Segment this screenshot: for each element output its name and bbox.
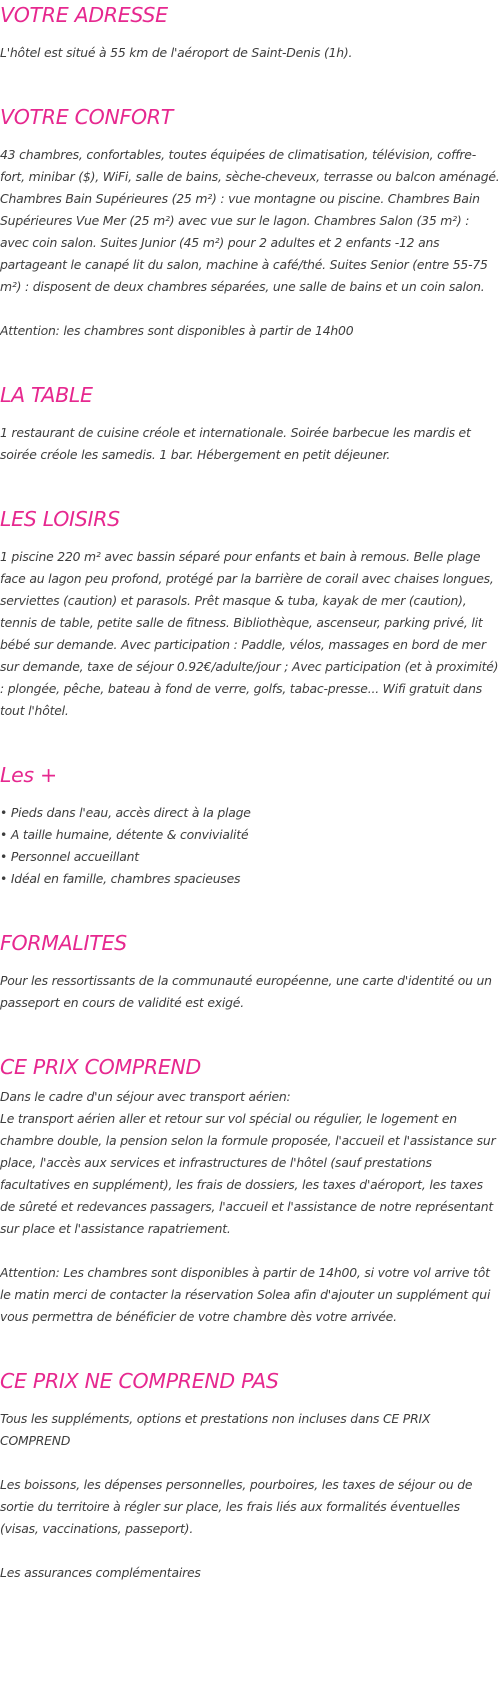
list-item: • Pieds dans l'eau, accès direct à la plage (0, 805, 251, 820)
section-text: 43 chambres, confortables, toutes équipées de climatisation, télévision, coffre-fort, minibar ($), WiFi, salle de bains, sèche-cheveux, terrasse ou balcon aménagé. Chambres Bain Supérieures (25 m²) : vue montagne ou piscine. Chambres Bain Supérieures Vue Mer (25 m²) avec vue sur le lagon. Chambres Salon (35 m²) : avec coin salon. Suites Junior (45 m²) pour 2 adultes et 2 enfants -12 ans partageant le canapé lit du salon, machine à café/thé. Suites Senior (entre 55-75 m²) : disposent de deux chambres séparées, une salle de bains et un coin salon. (0, 147, 500, 294)
section-text: 1 piscine 220 m² avec bassin séparé pour enfants et bain à remous. Belle plage face au lagon peu profond, protégé par la barrière de corail avec chaises longues, serviettes (caution) et parasols. Prêt masque & tuba, kayak de mer (caution), tennis de table, petite salle de fitness. Bibliothèque, ascenseur, parking privé, lit bébé sur demande. Avec participation : Paddle, vélos, massages en bord de mer sur demande, taxe de séjour 0.92€/adulte/jour ; Avec participation (et à proximité) : plongée, pêche, bateau à fond de verre, golfs, tabac-presse... Wifi gratuit dans tout l'hôtel. (0, 549, 499, 718)
section-text: Les assurances complémentaires (0, 1565, 201, 1580)
section-text: 1 restaurant de cuisine créole et internationale. Soirée barbecue les mardis et soirée créole les samedis. 1 bar. Hébergement en petit déjeuner. (0, 425, 471, 462)
section-confort (0, 102, 500, 342)
section-table (0, 380, 500, 466)
section-title: Les + (0, 763, 57, 787)
section-text: Pour les ressortissants de la communauté européenne, une carte d'identité ou un passeport en cours de validité est exigé. (0, 973, 492, 1010)
section-ne-comprend (0, 1366, 500, 1584)
list-item: • Personnel accueillant (0, 849, 139, 864)
section-title: VOTRE ADRESSE (0, 3, 168, 27)
section-comprend (0, 1052, 500, 1328)
section-intro: Dans le cadre d'un séjour avec transport aérien: (0, 1089, 291, 1104)
section-text: Tous les suppléments, options et prestations non incluses dans CE PRIX COMPREND (0, 1411, 431, 1448)
section-text: L'hôtel est situé à 55 km de l'aéroport de Saint-Denis (1h). (0, 45, 353, 60)
section-formalites (0, 928, 500, 1014)
section-title: CE PRIX COMPREND (0, 1055, 202, 1079)
highlights-list (0, 802, 500, 890)
section-loisirs (0, 504, 500, 722)
list-item: • A taille humaine, détente & convivialité (0, 827, 249, 842)
section-title: LA TABLE (0, 383, 93, 407)
section-title: VOTRE CONFORT (0, 105, 173, 129)
section-title: FORMALITES (0, 931, 127, 955)
section-text: Le transport aérien aller et retour sur vol spécial ou régulier, le logement en chambre double, la pension selon la formule proposée, l'accueil et l'assistance sur place, l'accès aux services et infrastructures de l'hôtel (sauf prestations facultatives en supplément), les frais de dossiers, les taxes d'aéroport, les taxes de sûreté et redevances passagers, l'accueil et l'assistance de notre représentant sur place et l'assistance rapatriement. (0, 1111, 496, 1236)
section-plus (0, 760, 500, 890)
section-title: CE PRIX NE COMPREND PAS (0, 1369, 279, 1393)
section-adresse (0, 0, 500, 64)
section-note: Attention: Les chambres sont disponibles à partir de 14h00, si votre vol arrive tôt le matin merci de contacter la réservation Solea afin d'ajouter un supplément qui vous permettra de bénéficier de votre chambre dès votre arrivée. (0, 1265, 491, 1324)
section-text: Les boissons, les dépenses personnelles, pourboires, les taxes de séjour ou de sortie du territoire à régler sur place, les frais liés aux formalités éventuelles (visas, vaccinations, passeport). (0, 1477, 473, 1536)
section-title: LES LOISIRS (0, 507, 120, 531)
list-item: • Idéal en famille, chambres spacieuses (0, 871, 241, 886)
section-note: Attention: les chambres sont disponibles à partir de 14h00 (0, 323, 354, 338)
